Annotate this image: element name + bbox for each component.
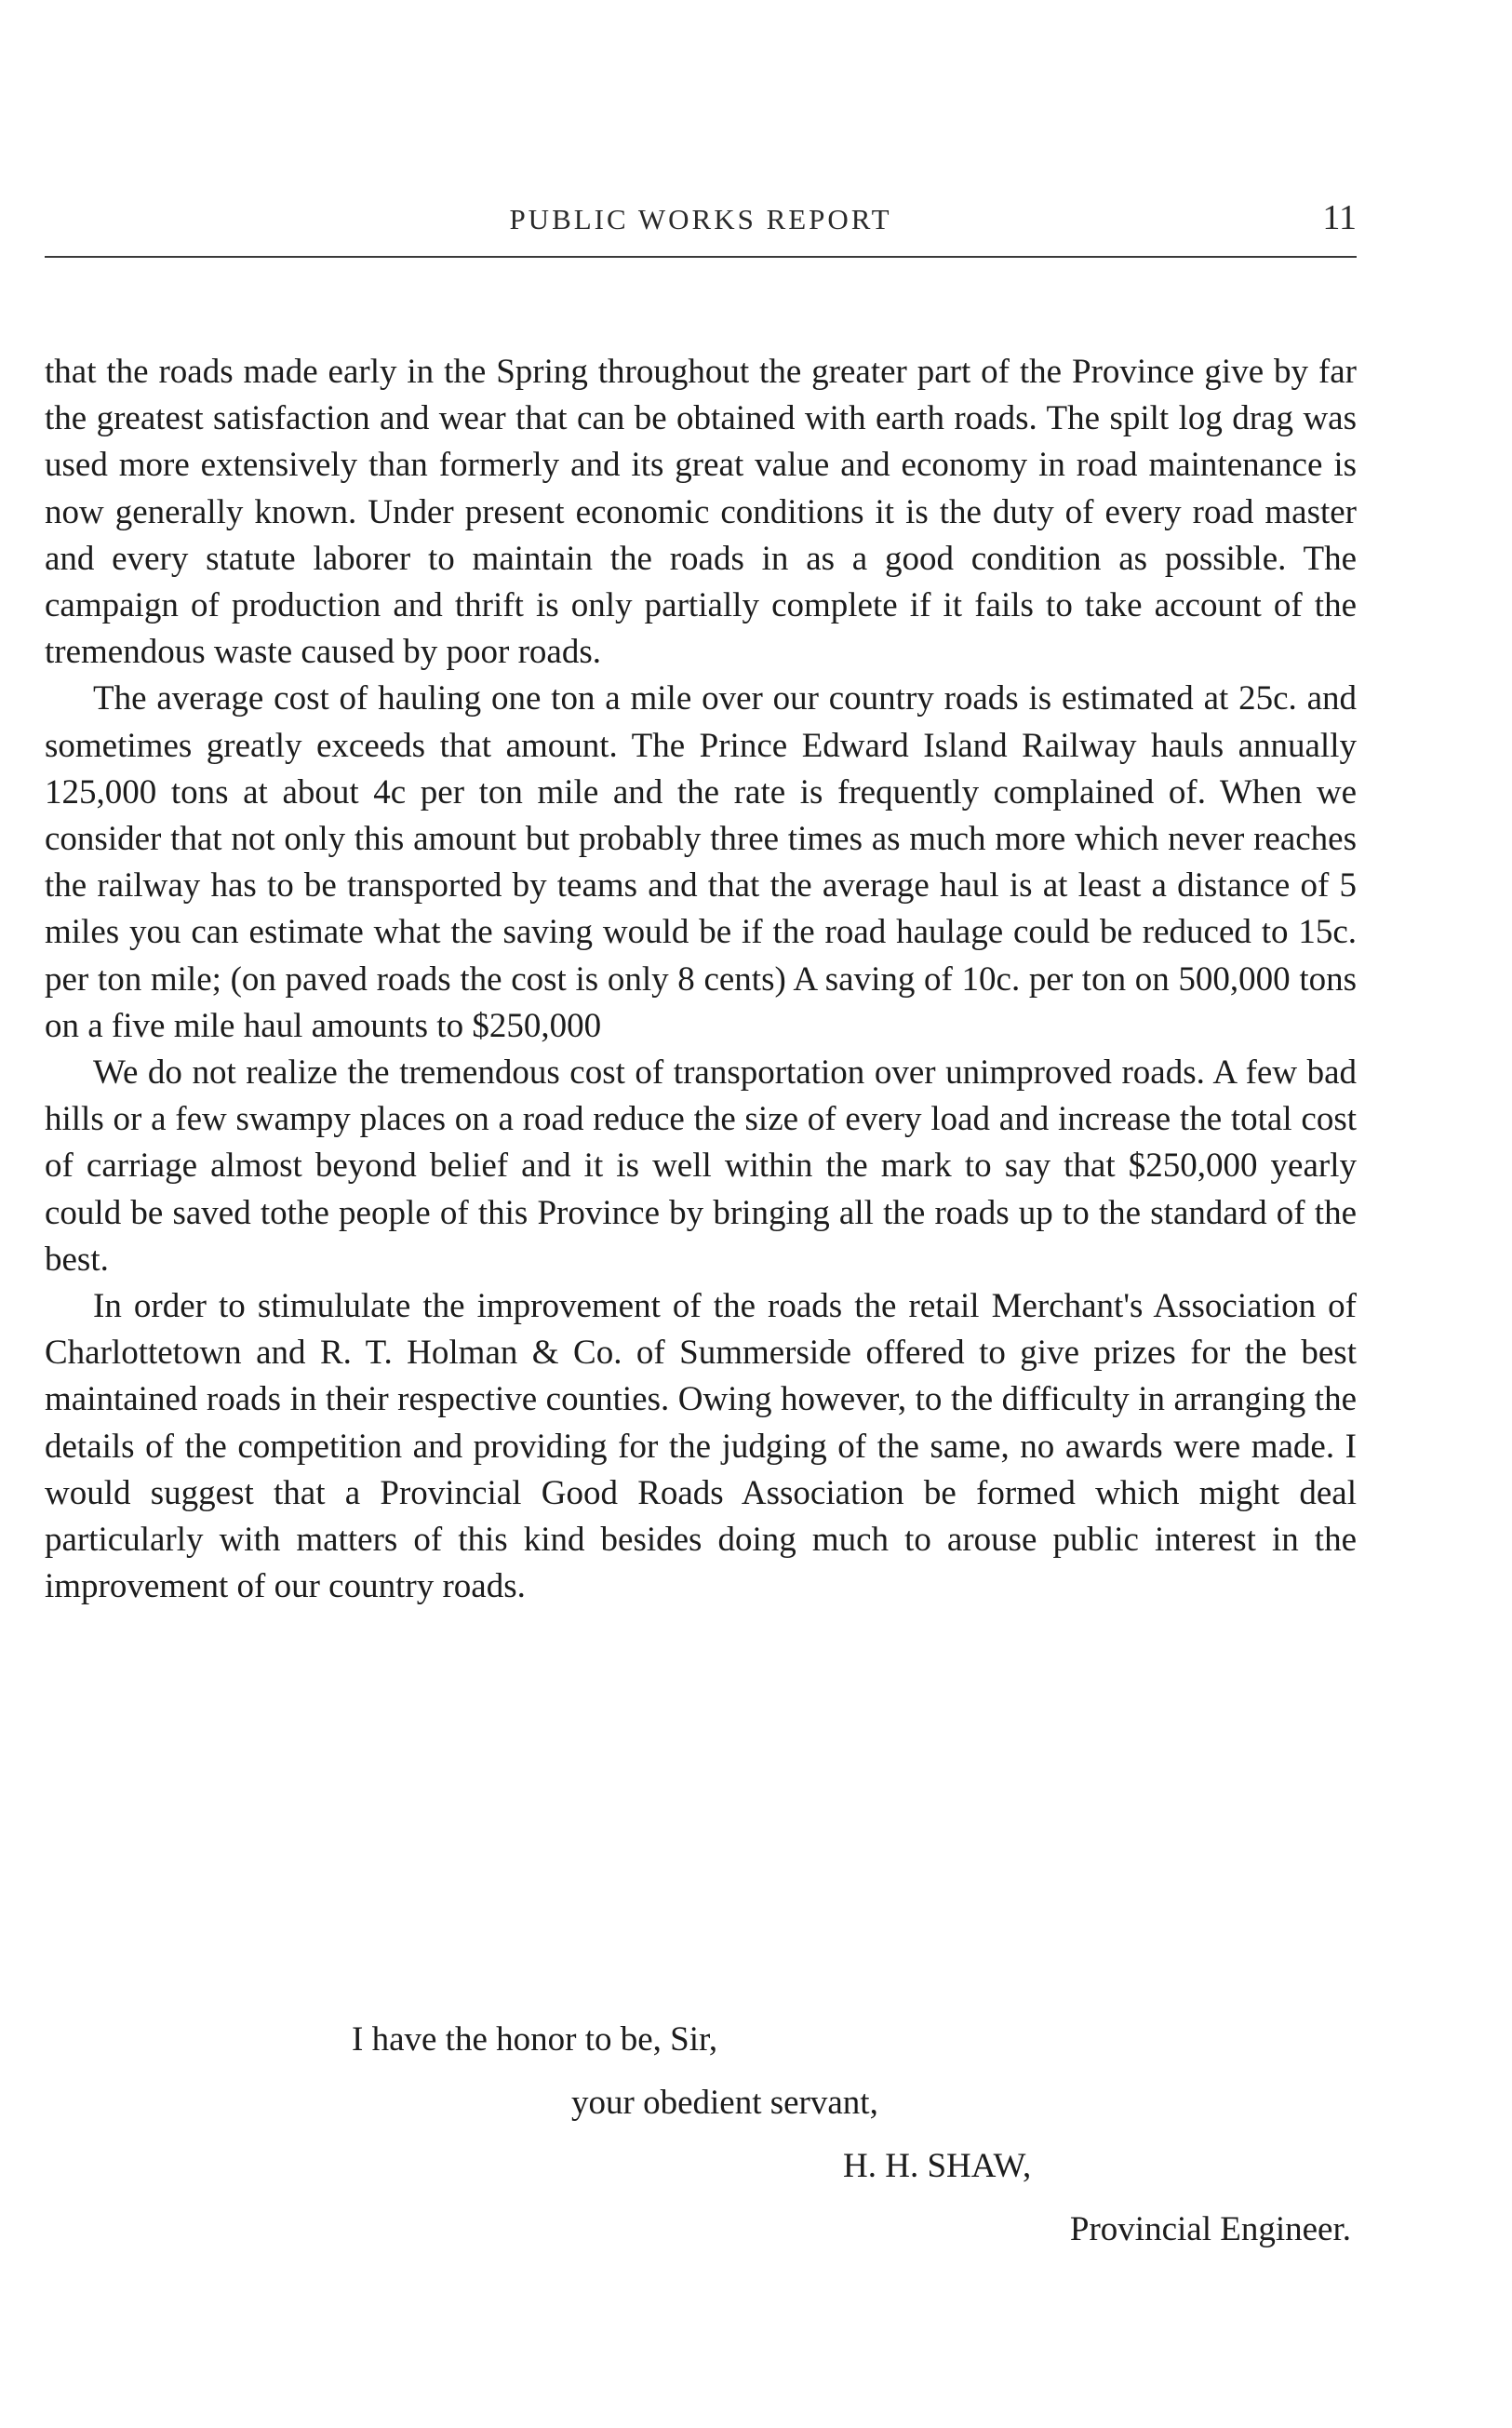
paragraph-4: In order to stimululate the improvement of the roads the retail Merchant's Association of Charlottetown and R. T. Holman & Co. of Summerside offered to give prizes for the best maintained roads in their respective counties. Owing however, to the difficulty in arranging the details of the competition and providing for the judging of the same, no awards were made. I would suggest that a Provincial Good Roads Association be formed which might deal particularly with matters of this kind besides doing much to arouse public interest in the improvement of our country roads. (45, 1287, 1357, 1606)
closing-complimentary: your obedient servant, (571, 2084, 878, 2122)
signatory-title: Provincial Engineer. (1069, 2210, 1351, 2248)
header-rule (45, 256, 1357, 258)
body-text (45, 349, 1357, 1610)
running-header (45, 194, 1357, 249)
paragraph-3: We do not realize the tremendous cost of transportation over unimproved roads. A few bad hills or a few swampy places on a road reduce the size of every load and increase the total cost of carriage almost beyond belief and it is well within the mark to say that $250,000 yearly could be saved tothe people of this Province by bringing all the roads up to the standard of the best. (45, 1053, 1357, 1279)
running-title: PUBLIC WORKS REPORT (509, 203, 892, 235)
paragraph-1: that the roads made early in the Spring throughout the greater part of the Province give by far the greatest satisfaction and wear that can be obtained with earth roads. The spilt log drag was used more extensively than formerly and its great value and economy in road maintenance is now generally known. Under present economic conditions it is the duty of every road master and every statute laborer to maintain the roads in as a good condition as possible. The campaign of production and thrift is only partially complete if it fails to take account of the tremendous waste caused by poor roads. (45, 353, 1357, 672)
page-number: 11 (1322, 198, 1357, 237)
paragraph-2: The average cost of hauling one ton a mile over our country roads is estimated at 25c. and sometimes greatly exceeds that amount. The Prince Edward Island Railway hauls annually 125,000 tons at about 4c per ton mile and the rate is frequently complained of. When we consider that not only this amount but probably three times as much more which never reaches the railway has to be transported by teams and that the average haul is at least a distance of 5 miles you can estimate what the saving would be if the road haulage could be reduced to 15c. per ton mile; (on paved roads the cost is only 8 cents) A saving of 10c. per ton on 500,000 tons on a five mile haul amounts to $250,000 (45, 679, 1357, 1045)
closing-salutation: I have the honor to be, Sir, (352, 2020, 718, 2059)
signatory-name: H. H. SHAW, (843, 2147, 1032, 2185)
